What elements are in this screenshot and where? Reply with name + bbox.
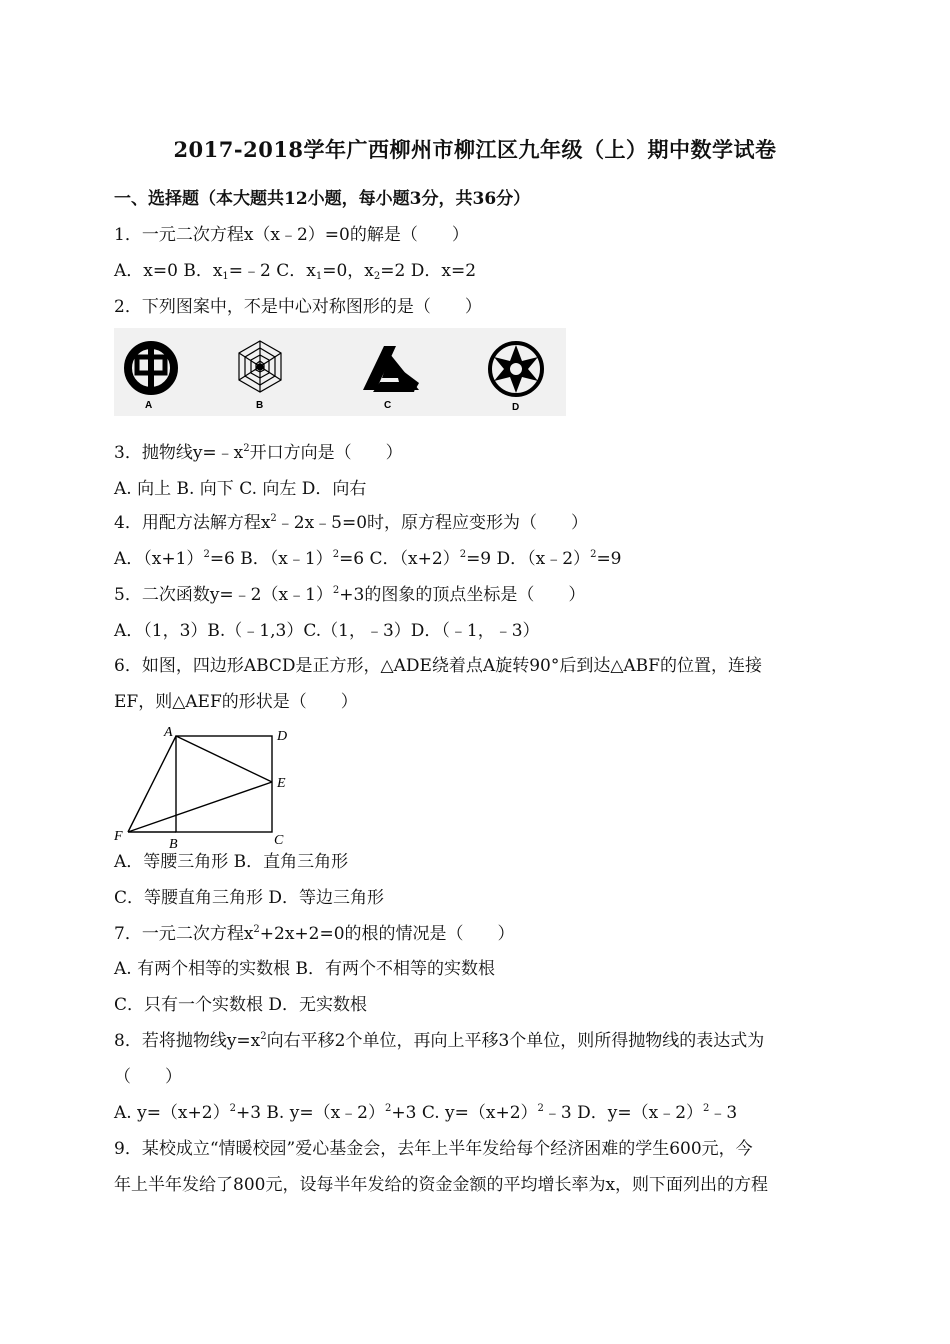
point-b-label: B: [169, 837, 178, 850]
question-8-stem-line-2: （ ）: [114, 1067, 182, 1087]
question-3-stem: 3．抛物线$y=﹣x^2$开口方向是（ ）: [114, 443, 403, 463]
point-d-label: D: [277, 729, 288, 744]
figure-label-d: D: [512, 402, 520, 413]
question-9-line-2: 年上半年发给了800元，设每半年发给的资金金额的平均增长率为x，则下面列出的方程: [114, 1175, 769, 1195]
point-a-label: A: [164, 725, 173, 740]
question-6-options-2: C．等腰直角三角形 D．等边三角形: [114, 888, 385, 908]
question-6-stem-line-1: 6．如图，四边形ABCD是正方形，△ADE绕着点A旋转90°后到达△ABF的位置，连接: [114, 656, 762, 676]
question-6-figure: [112, 722, 292, 850]
question-2-figure: [114, 328, 566, 416]
figure-d-star-circle: [490, 343, 542, 395]
question-4-stem: 4．用配方法解方程$x^2﹣2x﹣5=0$时，原方程应变形为（ ）: [114, 513, 589, 533]
figure-label-c: C: [384, 400, 392, 411]
point-f-label: F: [114, 829, 123, 844]
figure-b-hexagon-web: [239, 341, 281, 392]
point-e-label: E: [277, 776, 286, 791]
square-abcd: [176, 736, 272, 832]
page-title: 2017-2018学年广西柳州市柳江区九年级（上）期中数学试卷: [173, 137, 777, 162]
figure-label-a: A: [145, 400, 153, 411]
segment-ae: [176, 736, 272, 782]
question-9-line-1: 9．某校成立“情暖校园”爱心基金会，去年上半年发给每个经济困难的学生600元，今: [114, 1139, 753, 1159]
question-8-options: A. $y=(x+2)^2+3$ B. y=（x﹣2）$^2$+3 C. $y=(x+2)^2﹣3$ D．y=（x﹣2）$^2$﹣3: [114, 1103, 738, 1123]
question-6-options-1: A．等腰三角形 B．直角三角形: [114, 852, 349, 872]
question-5-stem: 5．二次函数y=﹣2（x﹣1）$^2$+3的图象的顶点坐标是（ ）: [114, 585, 586, 605]
figure-c-triangle-arrows: [363, 346, 419, 392]
question-7-options-1: A. 有两个相等的实数根 B．有两个不相等的实数根: [114, 959, 495, 979]
question-6-stem-line-2: EF，则△AEF的形状是（ ）: [114, 692, 358, 712]
section-heading: 一、选择题（本大题共12小题，每小题3分，共36分）: [114, 189, 531, 209]
question-2-stem: 2．下列图案中，不是中心对称图形的是（ ）: [114, 297, 482, 317]
question-7-stem: 7．一元二次方程$x^2+2x+2=0$的根的情况是（ ）: [114, 924, 515, 944]
point-c-label: C: [274, 833, 284, 848]
question-3-options: A. 向上 B. 向下 C. 向左 D．向右: [114, 479, 367, 499]
figure-label-b: B: [256, 400, 264, 411]
question-5-options: A．（1，3）B.（﹣1,3）C.（1，﹣3）D．（﹣1，﹣3）: [114, 621, 540, 641]
question-1-stem: 1．一元二次方程x（x﹣2）=0的解是（ ）: [114, 225, 469, 245]
question-1-options: A．x=0 B．$x_1=﹣2$ C．$x_1=0$，$x_2=2$ D．x=2: [114, 261, 477, 282]
question-8-stem: 8．若将抛物线$y=x^2$向右平移2个单位，再向上平移3个单位，则所得抛物线的表达式为: [114, 1031, 765, 1051]
figure-a-bank-logo: [128, 344, 174, 392]
question-4-options: A．$(x+1)^2=6$ B．（x﹣1）$^2$=6 C．$(x+2)^2=9$ D．（x﹣2）$^2$=9: [114, 549, 622, 569]
question-7-options-2: C．只有一个实数根 D．无实数根: [114, 995, 368, 1015]
